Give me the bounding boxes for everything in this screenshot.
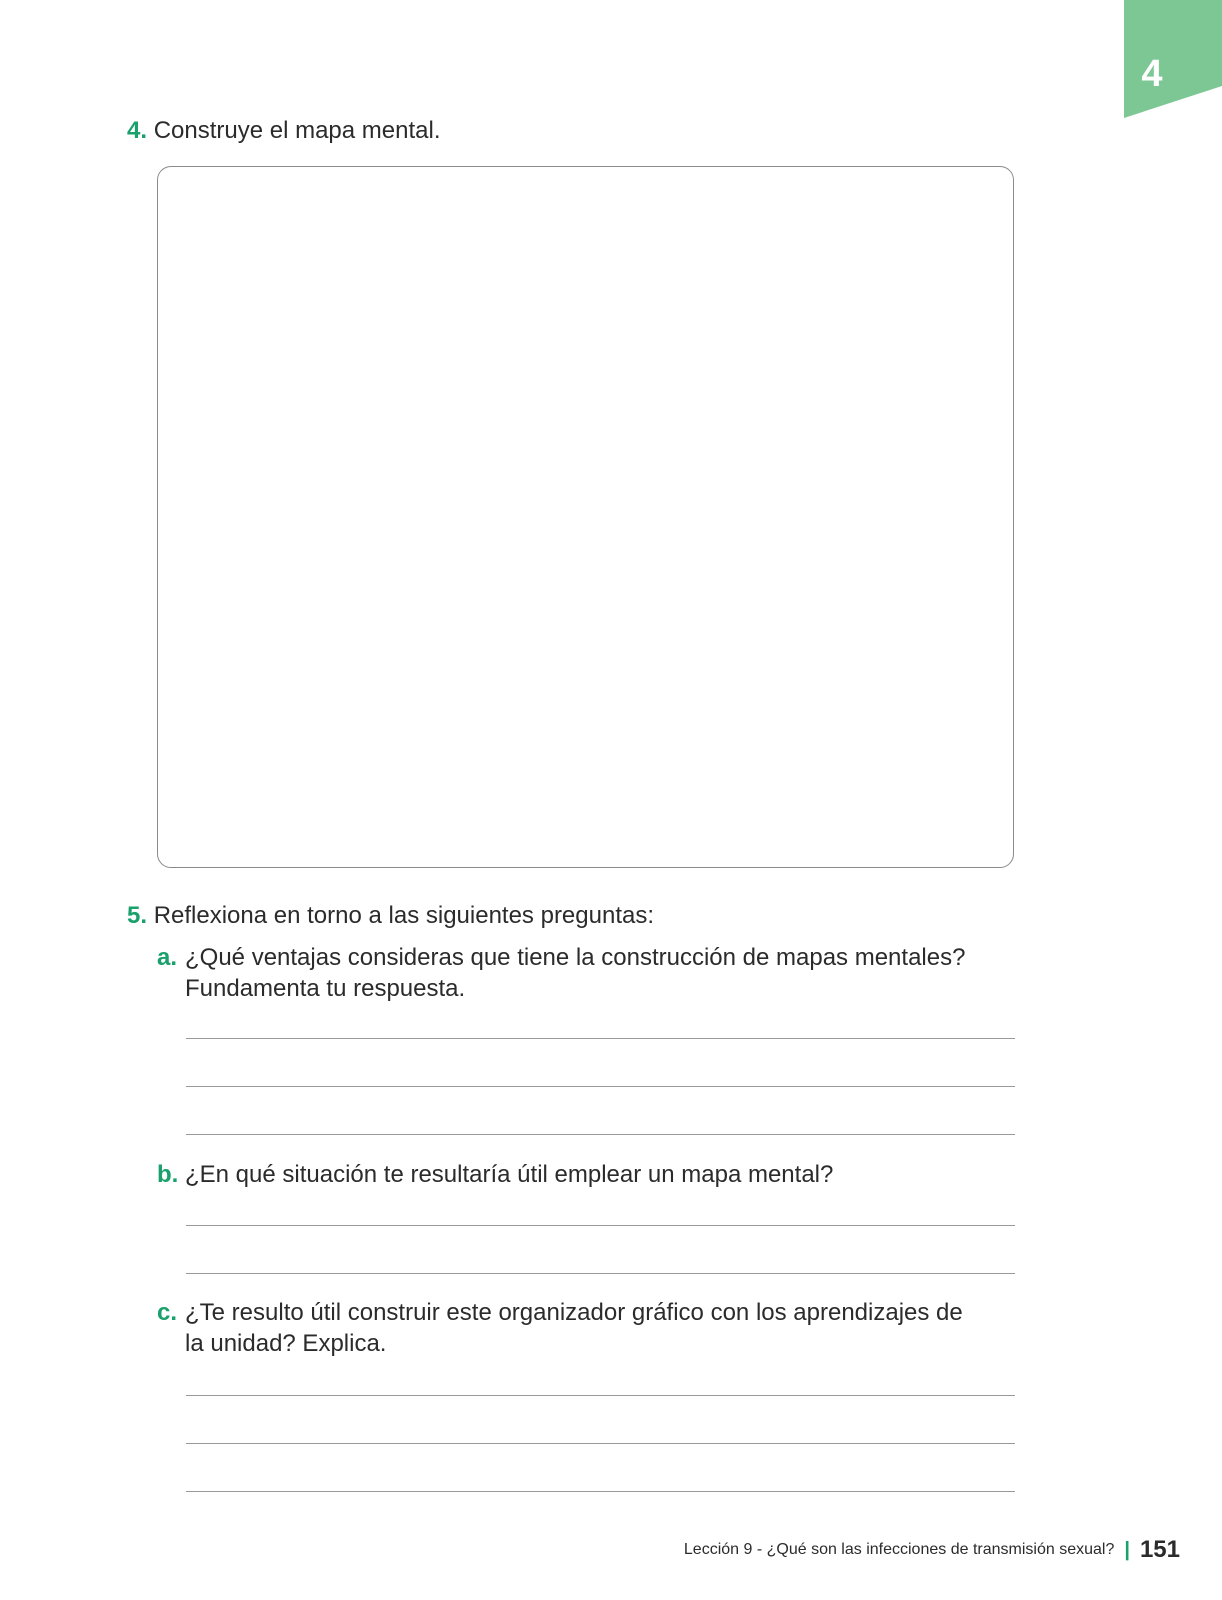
question-5a-text: ¿Qué ventajas consideras que tiene la construcción de mapas mentales? Fundamenta tu respuesta.	[185, 944, 966, 1002]
answer-line-5b-1[interactable]	[186, 1225, 1015, 1226]
answer-line-5c-2[interactable]	[186, 1443, 1015, 1444]
question-5c-letter: c.	[157, 1299, 178, 1326]
question-5-number: 5.	[127, 902, 148, 929]
mind-map-drawing-area[interactable]	[157, 166, 1014, 868]
answer-line-5a-1[interactable]	[186, 1038, 1015, 1039]
page-footer	[684, 1530, 1180, 1570]
page-number: 151	[1139, 1536, 1180, 1563]
unit-number: 4	[1141, 53, 1163, 95]
question-5	[127, 900, 654, 931]
question-5c	[157, 1297, 977, 1359]
lesson-title: Lección 9 - ¿Qué son las infecciones de transmisión sexual?	[683, 1541, 1115, 1558]
question-5a	[157, 942, 977, 1004]
question-5a-letter: a.	[157, 944, 178, 971]
unit-tab	[1124, 0, 1222, 118]
question-4-text: Construye el mapa mental.	[153, 117, 441, 144]
answer-line-5c-1[interactable]	[186, 1395, 1015, 1396]
question-5b	[157, 1159, 977, 1190]
answer-line-5a-2[interactable]	[186, 1086, 1015, 1087]
question-5b-text: ¿En qué situación te resultaría útil emplear un mapa mental?	[185, 1161, 834, 1188]
question-4	[127, 115, 441, 146]
answer-line-5a-3[interactable]	[186, 1134, 1015, 1135]
question-5-text: Reflexiona en torno a las siguientes preguntas:	[153, 902, 655, 929]
question-4-number: 4.	[127, 117, 148, 144]
question-5c-text: ¿Te resulto útil construir este organizador gráfico con los aprendizajes de la unidad? Explica.	[185, 1299, 963, 1357]
answer-line-5c-3[interactable]	[186, 1491, 1015, 1492]
question-5b-letter: b.	[157, 1161, 179, 1188]
footer-separator: |	[1124, 1538, 1130, 1561]
answer-line-5b-2[interactable]	[186, 1273, 1015, 1274]
